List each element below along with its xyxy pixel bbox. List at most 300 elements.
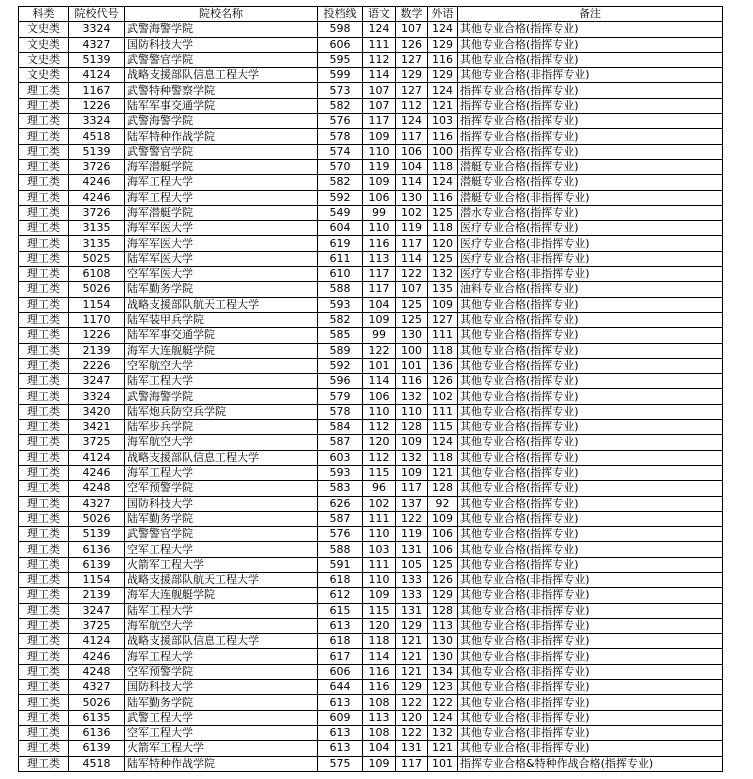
cell-category: 理工类 (19, 649, 69, 664)
cell-chinese-score: 111 (363, 511, 396, 526)
cell-school-name: 空军工程大学 (125, 542, 318, 557)
cell-remarks: 其他专业合格(指挥专业) (458, 435, 723, 450)
cell-cutoff-score: 617 (318, 649, 363, 664)
cell-school-code: 3247 (69, 603, 125, 618)
cell-chinese-score: 109 (363, 129, 396, 144)
cell-chinese-score: 122 (363, 343, 396, 358)
cell-foreign-language-score: 118 (428, 343, 458, 358)
cell-school-name: 海军工程大学 (125, 190, 318, 205)
cell-school-name: 空军预警学院 (125, 481, 318, 496)
cell-foreign-language-score: 92 (428, 496, 458, 511)
cell-remarks: 其他专业合格(非指挥专业) (458, 603, 723, 618)
cell-math-score: 117 (396, 756, 428, 771)
cell-foreign-language-score: 129 (428, 68, 458, 83)
cell-foreign-language-score: 116 (428, 129, 458, 144)
cell-school-code: 4518 (69, 129, 125, 144)
cell-category: 理工类 (19, 358, 69, 373)
cell-category: 理工类 (19, 481, 69, 496)
cell-school-name: 海军潜艇学院 (125, 159, 318, 174)
cell-school-name: 武警工程大学 (125, 710, 318, 725)
table-row (19, 343, 723, 358)
cell-cutoff-score: 598 (318, 22, 363, 37)
cell-school-code: 3421 (69, 420, 125, 435)
cell-category: 理工类 (19, 175, 69, 190)
cell-category: 理工类 (19, 144, 69, 159)
cell-cutoff-score: 585 (318, 328, 363, 343)
cell-foreign-language-score: 128 (428, 603, 458, 618)
cell-school-code: 1170 (69, 312, 125, 327)
table-row (19, 588, 723, 603)
cell-math-score: 125 (396, 297, 428, 312)
cell-cutoff-score: 612 (318, 588, 363, 603)
cell-cutoff-score: 609 (318, 710, 363, 725)
cell-cutoff-score: 589 (318, 343, 363, 358)
cell-cutoff-score: 592 (318, 358, 363, 373)
cell-foreign-language-score: 102 (428, 389, 458, 404)
cell-category: 理工类 (19, 236, 69, 251)
cell-remarks: 其他专业合格(指挥专业) (458, 496, 723, 511)
cell-cutoff-score: 613 (318, 725, 363, 740)
cell-cutoff-score: 611 (318, 251, 363, 266)
cell-cutoff-score: 582 (318, 98, 363, 113)
cell-cutoff-score: 618 (318, 572, 363, 587)
cell-category: 理工类 (19, 83, 69, 98)
cell-remarks: 其他专业合格(指挥专业) (458, 557, 723, 572)
cell-school-name: 武警警官学院 (125, 144, 318, 159)
cell-foreign-language-score: 126 (428, 572, 458, 587)
cell-remarks: 指挥专业合格(指挥专业) (458, 129, 723, 144)
header-foreign-language: 外语 (428, 7, 458, 22)
cell-math-score: 101 (396, 358, 428, 373)
cell-school-name: 陆军装甲兵学院 (125, 312, 318, 327)
cell-cutoff-score: 613 (318, 618, 363, 633)
cell-school-name: 武警海警学院 (125, 114, 318, 129)
cell-foreign-language-score: 135 (428, 282, 458, 297)
cell-cutoff-score: 593 (318, 297, 363, 312)
cell-category: 文史类 (19, 52, 69, 67)
cell-remarks: 指挥专业合格&特种作战合格(指挥专业) (458, 756, 723, 771)
table-row (19, 725, 723, 740)
cell-school-name: 国防科技大学 (125, 37, 318, 52)
cell-remarks: 其他专业合格(非指挥专业) (458, 741, 723, 756)
cell-chinese-score: 118 (363, 634, 396, 649)
cell-math-score: 105 (396, 557, 428, 572)
cell-math-score: 107 (396, 282, 428, 297)
cell-foreign-language-score: 129 (428, 37, 458, 52)
cell-category: 理工类 (19, 741, 69, 756)
cell-cutoff-score: 588 (318, 282, 363, 297)
cell-cutoff-score: 613 (318, 741, 363, 756)
cell-foreign-language-score: 126 (428, 374, 458, 389)
cell-chinese-score: 104 (363, 297, 396, 312)
header-math: 数学 (396, 7, 428, 22)
cell-school-name: 空军工程大学 (125, 725, 318, 740)
cell-chinese-score: 113 (363, 251, 396, 266)
cell-cutoff-score: 610 (318, 267, 363, 282)
cell-cutoff-score: 575 (318, 756, 363, 771)
cell-foreign-language-score: 125 (428, 251, 458, 266)
cell-math-score: 137 (396, 496, 428, 511)
cell-foreign-language-score: 118 (428, 450, 458, 465)
cell-foreign-language-score: 125 (428, 557, 458, 572)
cell-category: 理工类 (19, 725, 69, 740)
cell-school-code: 5139 (69, 527, 125, 542)
cell-math-score: 122 (396, 725, 428, 740)
cell-category: 理工类 (19, 710, 69, 725)
cell-foreign-language-score: 118 (428, 159, 458, 174)
table-row (19, 603, 723, 618)
cell-math-score: 122 (396, 695, 428, 710)
cell-remarks: 其他专业合格(非指挥专业) (458, 588, 723, 603)
cell-cutoff-score: 578 (318, 404, 363, 419)
cell-cutoff-score: 615 (318, 603, 363, 618)
header-category: 科类 (19, 7, 69, 22)
cell-category: 理工类 (19, 282, 69, 297)
cell-remarks: 其他专业合格(指挥专业) (458, 22, 723, 37)
cell-school-code: 3420 (69, 404, 125, 419)
cell-school-name: 武警警官学院 (125, 527, 318, 542)
cell-school-code: 3725 (69, 435, 125, 450)
cell-category: 理工类 (19, 312, 69, 327)
table-row (19, 481, 723, 496)
cell-category: 理工类 (19, 221, 69, 236)
cell-foreign-language-score: 116 (428, 190, 458, 205)
table-row (19, 542, 723, 557)
cell-math-score: 127 (396, 83, 428, 98)
cell-math-score: 131 (396, 603, 428, 618)
admission-score-sheet (18, 6, 723, 772)
cell-school-name: 武警警官学院 (125, 52, 318, 67)
cell-chinese-score: 109 (363, 588, 396, 603)
cell-school-code: 4246 (69, 649, 125, 664)
cell-math-score: 109 (396, 465, 428, 480)
cell-category: 理工类 (19, 756, 69, 771)
cell-school-name: 陆军军医大学 (125, 251, 318, 266)
cell-category: 理工类 (19, 129, 69, 144)
cell-school-name: 国防科技大学 (125, 680, 318, 695)
table-row (19, 282, 723, 297)
cell-school-name: 战略支援部队信息工程大学 (125, 68, 318, 83)
cell-cutoff-score: 574 (318, 144, 363, 159)
cell-school-code: 6136 (69, 542, 125, 557)
cell-school-code: 5139 (69, 144, 125, 159)
cell-school-name: 战略支援部队航天工程大学 (125, 572, 318, 587)
cell-math-score: 121 (396, 649, 428, 664)
cell-cutoff-score: 584 (318, 420, 363, 435)
cell-category: 理工类 (19, 190, 69, 205)
cell-remarks: 其他专业合格(指挥专业) (458, 312, 723, 327)
cell-cutoff-score: 578 (318, 129, 363, 144)
cell-school-code: 3324 (69, 22, 125, 37)
cell-remarks: 潜艇专业合格(非指挥专业) (458, 190, 723, 205)
cell-remarks: 医疗专业合格(非指挥专业) (458, 267, 723, 282)
table-row (19, 328, 723, 343)
cell-school-code: 2139 (69, 588, 125, 603)
cell-foreign-language-score: 101 (428, 756, 458, 771)
cell-category: 文史类 (19, 37, 69, 52)
cell-remarks: 其他专业合格(非指挥专业) (458, 68, 723, 83)
cell-school-name: 陆军军事交通学院 (125, 328, 318, 343)
cell-foreign-language-score: 103 (428, 114, 458, 129)
cell-math-score: 122 (396, 511, 428, 526)
cell-foreign-language-score: 124 (428, 175, 458, 190)
cell-foreign-language-score: 118 (428, 221, 458, 236)
cell-school-code: 4327 (69, 37, 125, 52)
cell-category: 理工类 (19, 343, 69, 358)
admission-score-table (18, 6, 723, 772)
header-cutoff-score: 投档线 (318, 7, 363, 22)
cell-school-name: 战略支援部队信息工程大学 (125, 450, 318, 465)
table-row (19, 435, 723, 450)
cell-chinese-score: 106 (363, 389, 396, 404)
table-row (19, 114, 723, 129)
cell-school-name: 海军军医大学 (125, 236, 318, 251)
cell-chinese-score: 114 (363, 374, 396, 389)
cell-remarks: 其他专业合格(非指挥专业) (458, 710, 723, 725)
cell-remarks: 医疗专业合格(非指挥专业) (458, 251, 723, 266)
cell-foreign-language-score: 130 (428, 649, 458, 664)
cell-remarks: 指挥专业合格(指挥专业) (458, 83, 723, 98)
cell-category: 理工类 (19, 114, 69, 129)
cell-school-code: 4124 (69, 68, 125, 83)
table-row (19, 557, 723, 572)
cell-cutoff-score: 576 (318, 114, 363, 129)
cell-cutoff-score: 583 (318, 481, 363, 496)
cell-cutoff-score: 587 (318, 511, 363, 526)
cell-school-name: 海军工程大学 (125, 465, 318, 480)
cell-chinese-score: 117 (363, 267, 396, 282)
cell-chinese-score: 108 (363, 695, 396, 710)
cell-cutoff-score: 576 (318, 527, 363, 542)
cell-foreign-language-score: 115 (428, 420, 458, 435)
cell-foreign-language-score: 136 (428, 358, 458, 373)
cell-math-score: 112 (396, 98, 428, 113)
table-row (19, 312, 723, 327)
cell-school-code: 4518 (69, 756, 125, 771)
cell-cutoff-score: 582 (318, 175, 363, 190)
cell-category: 理工类 (19, 695, 69, 710)
table-row (19, 374, 723, 389)
cell-cutoff-score: 570 (318, 159, 363, 174)
cell-chinese-score: 117 (363, 114, 396, 129)
cell-foreign-language-score: 127 (428, 312, 458, 327)
header-remarks: 备注 (458, 7, 723, 22)
cell-chinese-score: 120 (363, 435, 396, 450)
cell-cutoff-score: 582 (318, 312, 363, 327)
header-chinese: 语文 (363, 7, 396, 22)
table-row (19, 572, 723, 587)
cell-math-score: 104 (396, 159, 428, 174)
cell-remarks: 其他专业合格(指挥专业) (458, 450, 723, 465)
cell-math-score: 102 (396, 205, 428, 220)
table-row (19, 756, 723, 771)
header-school-code: 院校代号 (69, 7, 125, 22)
cell-math-score: 125 (396, 312, 428, 327)
cell-remarks: 其他专业合格(指挥专业) (458, 527, 723, 542)
cell-remarks: 其他专业合格(指挥专业) (458, 37, 723, 52)
cell-school-name: 空军预警学院 (125, 664, 318, 679)
cell-school-code: 3135 (69, 221, 125, 236)
cell-chinese-score: 110 (363, 527, 396, 542)
cell-school-name: 陆军步兵学院 (125, 420, 318, 435)
cell-chinese-score: 111 (363, 37, 396, 52)
cell-math-score: 124 (396, 114, 428, 129)
cell-foreign-language-score: 124 (428, 83, 458, 98)
cell-remarks: 其他专业合格(指挥专业) (458, 374, 723, 389)
cell-chinese-score: 109 (363, 312, 396, 327)
cell-math-score: 131 (396, 741, 428, 756)
cell-category: 理工类 (19, 680, 69, 695)
cell-cutoff-score: 591 (318, 557, 363, 572)
cell-remarks: 油料专业合格(指挥专业) (458, 282, 723, 297)
cell-category: 理工类 (19, 496, 69, 511)
cell-cutoff-score: 599 (318, 68, 363, 83)
cell-school-code: 4327 (69, 496, 125, 511)
table-row (19, 404, 723, 419)
cell-foreign-language-score: 121 (428, 98, 458, 113)
table-row (19, 159, 723, 174)
cell-school-code: 4246 (69, 190, 125, 205)
table-row (19, 52, 723, 67)
cell-school-code: 5139 (69, 52, 125, 67)
cell-category: 理工类 (19, 588, 69, 603)
cell-cutoff-score: 596 (318, 374, 363, 389)
cell-cutoff-score: 613 (318, 695, 363, 710)
table-row (19, 68, 723, 83)
cell-chinese-score: 112 (363, 420, 396, 435)
cell-category: 理工类 (19, 634, 69, 649)
cell-chinese-score: 112 (363, 450, 396, 465)
table-row (19, 680, 723, 695)
cell-foreign-language-score: 134 (428, 664, 458, 679)
cell-cutoff-score: 606 (318, 664, 363, 679)
cell-foreign-language-score: 100 (428, 144, 458, 159)
cell-remarks: 医疗专业合格(非指挥专业) (458, 236, 723, 251)
cell-category: 理工类 (19, 267, 69, 282)
cell-foreign-language-score: 124 (428, 435, 458, 450)
cell-category: 理工类 (19, 374, 69, 389)
cell-school-name: 海军潜艇学院 (125, 205, 318, 220)
table-row (19, 695, 723, 710)
cell-chinese-score: 110 (363, 572, 396, 587)
cell-foreign-language-score: 121 (428, 465, 458, 480)
table-row (19, 37, 723, 52)
cell-category: 理工类 (19, 465, 69, 480)
cell-cutoff-score: 604 (318, 221, 363, 236)
cell-chinese-score: 109 (363, 756, 396, 771)
cell-foreign-language-score: 124 (428, 22, 458, 37)
cell-school-code: 4246 (69, 465, 125, 480)
cell-school-code: 2139 (69, 343, 125, 358)
cell-remarks: 其他专业合格(非指挥专业) (458, 634, 723, 649)
cell-remarks: 其他专业合格(非指挥专业) (458, 695, 723, 710)
table-row (19, 144, 723, 159)
cell-school-name: 海军大连舰艇学院 (125, 343, 318, 358)
cell-foreign-language-score: 106 (428, 527, 458, 542)
cell-school-code: 3726 (69, 159, 125, 174)
cell-math-score: 109 (396, 435, 428, 450)
cell-math-score: 121 (396, 634, 428, 649)
cell-school-code: 3247 (69, 374, 125, 389)
table-row (19, 420, 723, 435)
cell-chinese-score: 110 (363, 221, 396, 236)
cell-remarks: 指挥专业合格(指挥专业) (458, 114, 723, 129)
cell-math-score: 120 (396, 710, 428, 725)
cell-math-score: 116 (396, 374, 428, 389)
cell-math-score: 114 (396, 175, 428, 190)
table-row (19, 710, 723, 725)
cell-foreign-language-score: 129 (428, 588, 458, 603)
table-row (19, 297, 723, 312)
cell-math-score: 114 (396, 251, 428, 266)
cell-chinese-score: 124 (363, 22, 396, 37)
cell-school-name: 陆军工程大学 (125, 374, 318, 389)
cell-category: 理工类 (19, 572, 69, 587)
table-row (19, 251, 723, 266)
cell-chinese-score: 99 (363, 328, 396, 343)
cell-cutoff-score: 626 (318, 496, 363, 511)
cell-cutoff-score: 592 (318, 190, 363, 205)
cell-cutoff-score: 579 (318, 389, 363, 404)
cell-school-name: 武警特种警察学院 (125, 83, 318, 98)
cell-school-code: 6135 (69, 710, 125, 725)
cell-category: 理工类 (19, 527, 69, 542)
cell-cutoff-score: 593 (318, 465, 363, 480)
cell-school-name: 海军航空大学 (125, 435, 318, 450)
cell-category: 文史类 (19, 22, 69, 37)
cell-school-name: 陆军勤务学院 (125, 511, 318, 526)
cell-foreign-language-score: 132 (428, 267, 458, 282)
cell-math-score: 119 (396, 527, 428, 542)
cell-school-code: 5026 (69, 695, 125, 710)
cell-math-score: 117 (396, 236, 428, 251)
cell-category: 理工类 (19, 205, 69, 220)
cell-chinese-score: 96 (363, 481, 396, 496)
cell-chinese-score: 112 (363, 52, 396, 67)
cell-math-score: 107 (396, 22, 428, 37)
cell-school-code: 1226 (69, 98, 125, 113)
cell-chinese-score: 115 (363, 603, 396, 618)
cell-chinese-score: 107 (363, 98, 396, 113)
cell-school-code: 6139 (69, 557, 125, 572)
cell-math-score: 100 (396, 343, 428, 358)
cell-remarks: 其他专业合格(指挥专业) (458, 420, 723, 435)
table-row (19, 527, 723, 542)
cell-remarks: 潜艇专业合格(指挥专业) (458, 159, 723, 174)
cell-remarks: 其他专业合格(指挥专业) (458, 343, 723, 358)
cell-category: 理工类 (19, 159, 69, 174)
cell-foreign-language-score: 130 (428, 634, 458, 649)
cell-math-score: 129 (396, 68, 428, 83)
cell-remarks: 其他专业合格(非指挥专业) (458, 649, 723, 664)
cell-foreign-language-score: 113 (428, 618, 458, 633)
cell-school-code: 5026 (69, 511, 125, 526)
table-row (19, 129, 723, 144)
cell-math-score: 122 (396, 267, 428, 282)
cell-chinese-score: 110 (363, 144, 396, 159)
cell-cutoff-score: 603 (318, 450, 363, 465)
cell-school-code: 4248 (69, 664, 125, 679)
cell-cutoff-score: 619 (318, 236, 363, 251)
cell-school-code: 3324 (69, 114, 125, 129)
cell-category: 理工类 (19, 511, 69, 526)
cell-remarks: 其他专业合格(指挥专业) (458, 52, 723, 67)
cell-category: 理工类 (19, 603, 69, 618)
cell-math-score: 106 (396, 144, 428, 159)
cell-chinese-score: 116 (363, 664, 396, 679)
cell-school-code: 4124 (69, 450, 125, 465)
cell-foreign-language-score: 106 (428, 542, 458, 557)
